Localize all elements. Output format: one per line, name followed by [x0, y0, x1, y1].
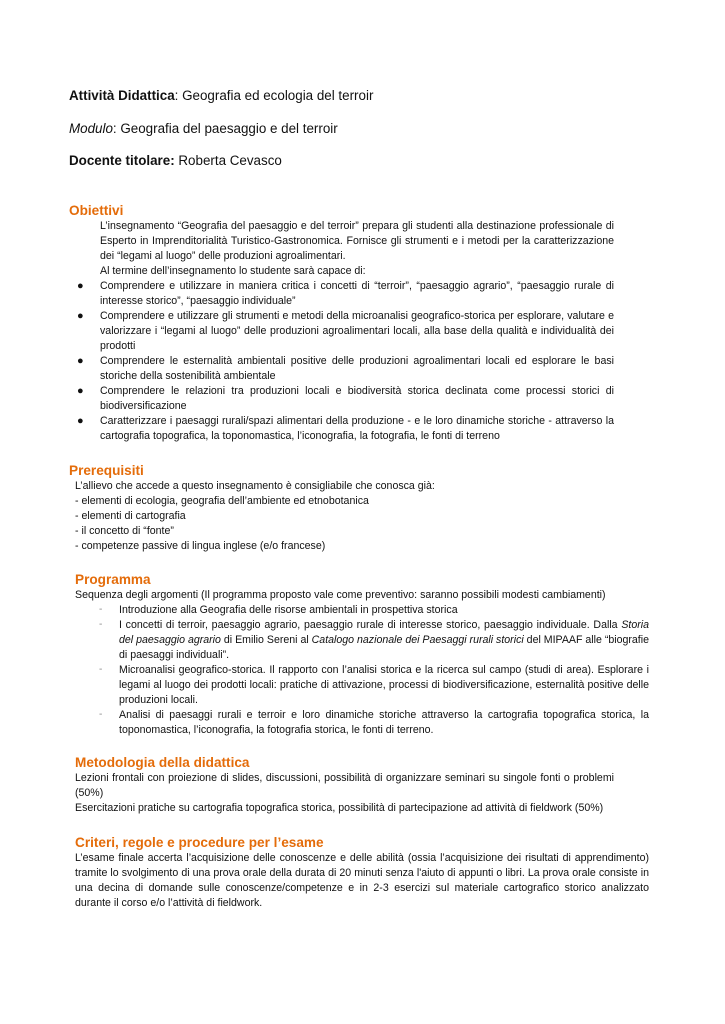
dash-icon: -	[99, 664, 103, 675]
metodologia-body	[75, 771, 614, 816]
activity-value: : Geografia ed ecologia del terroir	[174, 88, 374, 103]
criteri-body	[75, 851, 649, 911]
bullet-icon: ●	[77, 415, 84, 427]
prerequisiti-line: - elementi di ecologia, geografia dell’ambiente ed etnobotanica	[75, 495, 369, 507]
activity-label: Attività Didattica	[69, 88, 175, 103]
prerequisiti-title: Prerequisiti	[69, 463, 144, 478]
programma-title: Programma	[75, 572, 151, 587]
list-item: ● Comprendere le relazioni tra produzioni locali e biodiversità storica declinata come processi storici di biodiversificazione	[77, 385, 614, 412]
teacher-label: Docente titolare:	[69, 153, 175, 168]
dash-icon: -	[99, 619, 103, 630]
bullet-icon: ●	[77, 355, 84, 367]
prerequisiti-line: - competenze passive di lingua inglese (e/o francese)	[75, 540, 326, 552]
criteri-p1: L’esame finale accerta l’acquisizione delle conoscenze e delle abilità (ossia l’acquisizione dei risultati di apprendimento) tramite lo svolgimento di una prova orale della durata di 20 minuti senza l'aiuto di appunti o libri. La prova orale consiste in una decina di domande sulle conoscenze/competenze e in 2-3 esercizi sul materiale cartografico storico analizzato durante il corso e/o l’attività di fieldwork.	[75, 852, 649, 909]
criteri-title: Criteri, regole e procedure per l’esame	[75, 835, 324, 850]
bullet-icon: ●	[77, 310, 84, 322]
programma-list	[99, 603, 649, 738]
list-item: ● Caratterizzare i paesaggi rurali/spazi alimentari della produzione - e le loro dinamiche storiche - attraverso la cartografia topografica, la toponomastica, l’iconografia, la fotografia, le fonti di terreno	[77, 415, 614, 442]
module-label: Modulo	[69, 121, 113, 136]
dash-icon: -	[99, 709, 103, 720]
dash-icon: -	[99, 604, 103, 615]
list-item: - Microanalisi geografico-storica. Il rapporto con l’analisi storica e la ricerca sul campo (studi di area). Esplorare i legami al luogo dei prodotti locali: pratiche di attivazione, processi di biodiversificazione, esternalità positive delle produzioni locali.	[99, 664, 649, 706]
obiettivi-title: Obiettivi	[69, 203, 124, 218]
metodologia-p1: Lezioni frontali con proiezione di slides, discussioni, possibilità di organizzare seminari su singole fonti o problemi (50%)	[75, 772, 614, 799]
metodologia-title: Metodologia della didattica	[75, 755, 250, 770]
obiettivi-intro: L’insegnamento “Geografia del paesaggio e del terroir” prepara gli studenti alla destinazione professionale di Esperto in Imprenditorialità Turistico-Gastronomica. Fornisce gli strumenti e i metodi per la caratterizzazione dei “legami al luogo” delle produzioni agroalimentari.	[100, 220, 614, 262]
activity-line	[69, 88, 373, 104]
bullet-icon: ●	[77, 280, 84, 292]
teacher-line	[69, 153, 282, 169]
obiettivi-list	[77, 279, 614, 444]
prerequisiti-body	[75, 479, 615, 554]
list-item: - Analisi di paesaggi rurali e terroir e loro dinamiche storiche attraverso la cartografia topografica storica, la toponomastica, l’iconografia, la fotografia storica, le fonti di terreno.	[99, 709, 649, 736]
obiettivi-body	[77, 219, 614, 444]
programma-body	[99, 603, 649, 738]
bullet-icon: ●	[77, 385, 84, 397]
metodologia-p2: Esercitazioni pratiche su cartografia topografica storica, possibilità di partecipazione ad attività di fieldwork (50%)	[75, 802, 604, 814]
prerequisiti-line: - il concetto di “fonte”	[75, 525, 174, 537]
prerequisiti-line: - elementi di cartografia	[75, 510, 186, 522]
teacher-value: Roberta Cevasco	[174, 153, 282, 168]
list-item: ● Comprendere le esternalità ambientali positive delle produzioni agroalimentari locali ed esplorare le basi storiche della sostenibilità ambientale	[77, 355, 614, 382]
programma-intro: Sequenza degli argomenti (Il programma proposto vale come preventivo: saranno possibili modesti cambiamenti)	[75, 589, 606, 601]
list-item: - Introduzione alla Geografia delle risorse ambientali in prospettiva storica	[99, 604, 458, 616]
module-line	[69, 121, 338, 137]
module-value: : Geografia del paesaggio e del terroir	[112, 121, 338, 136]
prerequisiti-line: L’allievo che accede a questo insegnamento è consigliabile che conosca già:	[75, 480, 435, 492]
list-item: ● Comprendere e utilizzare gli strumenti e metodi della microanalisi geografico-storica per esplorare, valutare e valorizzare i “legami al luogo” delle produzioni agroalimentari locali, alla base della qualità e individualità dei prodotti	[77, 310, 614, 352]
obiettivi-lead: Al termine dell’insegnamento lo studente sarà capace di:	[100, 265, 366, 277]
list-item: - I concetti di terroir, paesaggio agrario, paesaggio rurale di interesse storico, paesaggio individuale. Dalla Storia del paesaggio agrario di Emilio Sereni al Catalogo nazionale dei Paesaggi rurali storici del MIPAAF alle “biografie di paesaggi individuali”.	[99, 619, 649, 661]
list-item: ● Comprendere e utilizzare in maniera critica i concetti di “terroir”, “paesaggio agrario”, “paesaggio rurale di interesse storico”, “paesaggio individuale”	[77, 280, 614, 307]
